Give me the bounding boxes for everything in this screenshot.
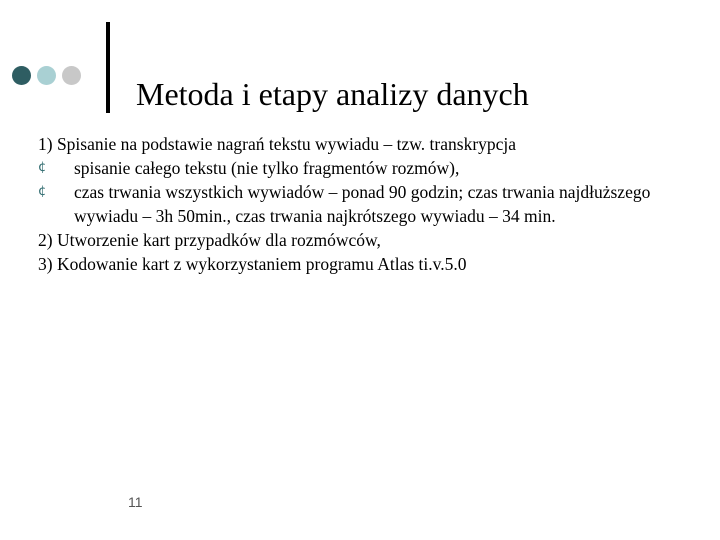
gray-dot [62, 66, 81, 85]
dark-teal-dot [12, 66, 31, 85]
slide-body [38, 132, 710, 276]
light-teal-dot [37, 66, 56, 85]
page-number: 11 [128, 494, 143, 510]
step-2: 2) Utworzenie kart przypadków dla rozmówców, [38, 230, 381, 250]
step-3: 3) Kodowanie kart z wykorzystaniem programu Atlas ti.v.5.0 [38, 254, 467, 274]
bullet-item-transcription-scope [38, 156, 710, 180]
bullet-icon: ¢ [38, 160, 47, 175]
bullet-text: czas trwania wszystkich wywiadów – ponad 90 godzin; czas trwania najdłuższego wywiadu – 3h 50min., czas trwania najkrótszego wywiadu – 34 min. [74, 182, 651, 226]
slide-title: Metoda i etapy analizy danych [136, 76, 529, 112]
bullet-text: spisanie całego tekstu (nie tylko fragmentów rozmów), [74, 158, 460, 178]
decorative-dots [12, 66, 81, 85]
title-divider [106, 22, 110, 113]
bullet-icon: ¢ [38, 184, 47, 199]
step-1: 1) Spisanie na podstawie nagrań tekstu wywiadu – tzw. transkrypcja [38, 134, 517, 154]
bullet-item-interview-duration [38, 180, 710, 228]
